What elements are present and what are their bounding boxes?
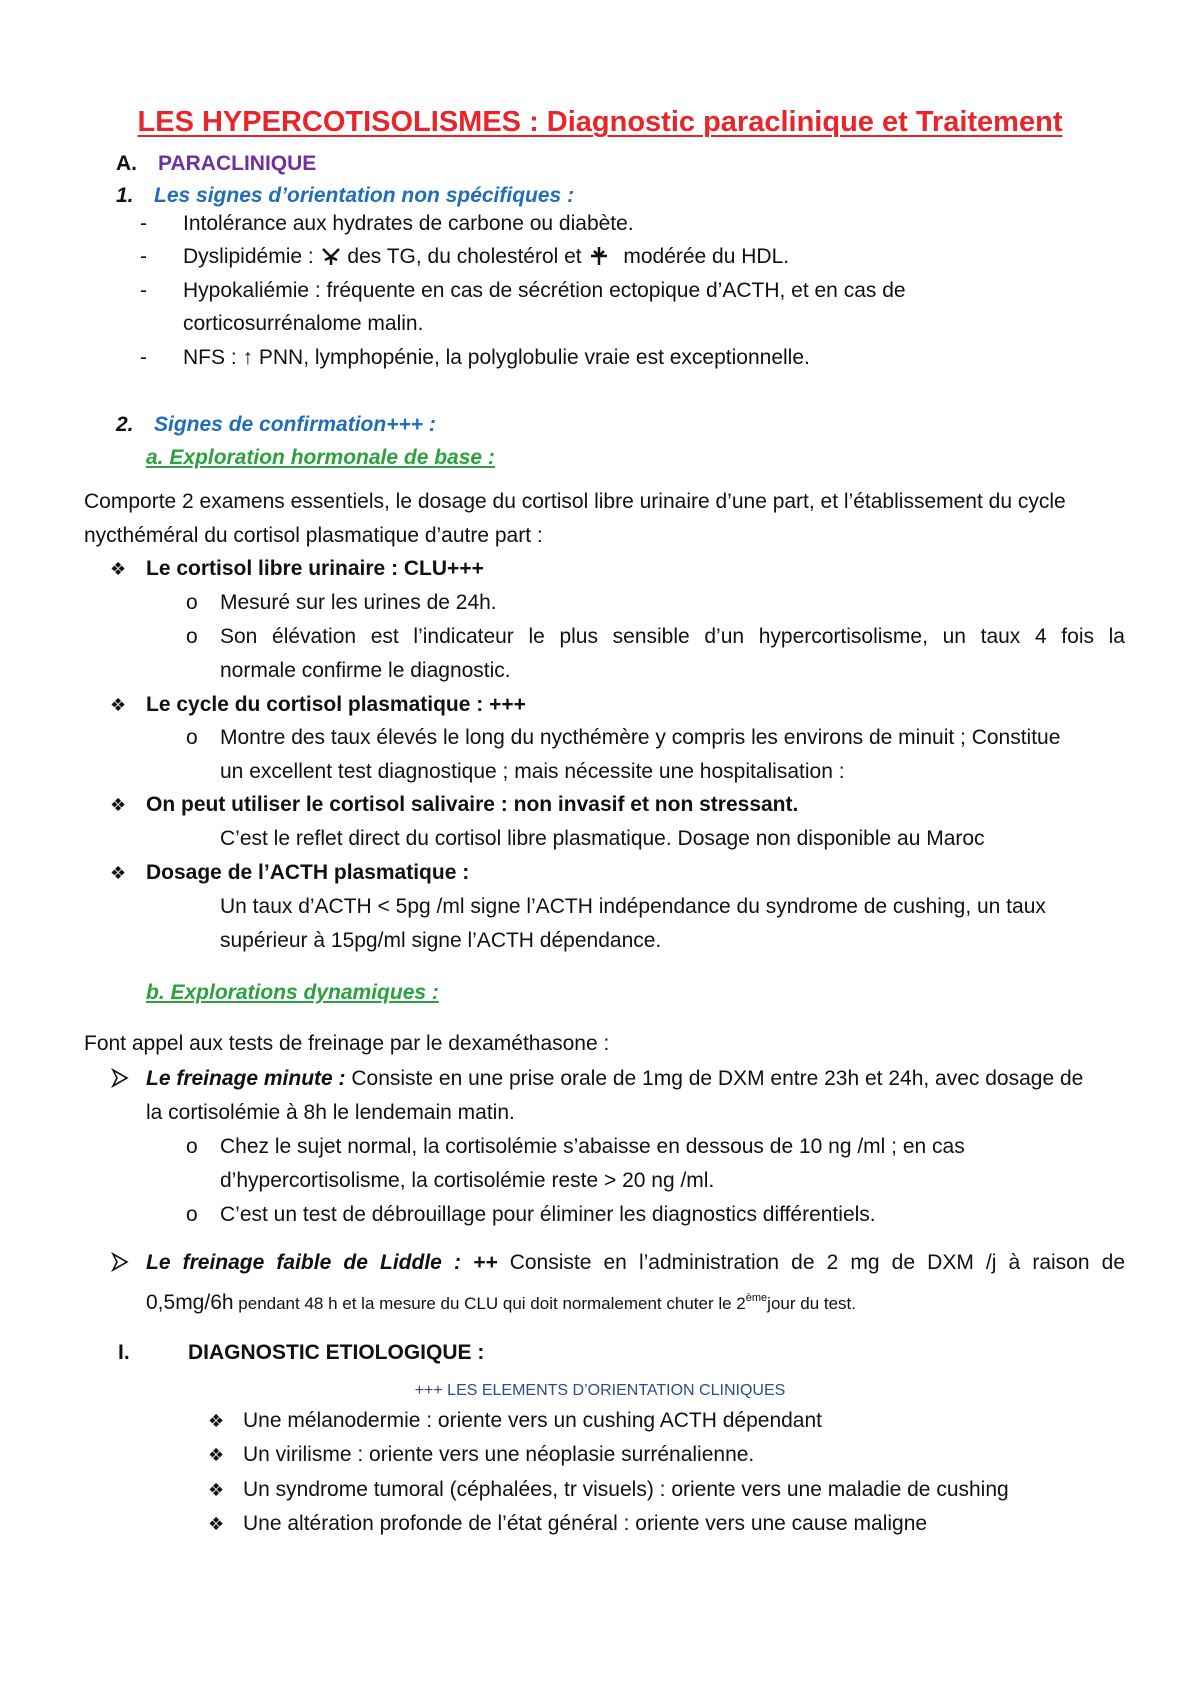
circle-bullet-icon: o [186,1135,198,1158]
etiology-item: Une mélanodermie : oriente vers un cushing ACTH dépendant [243,1409,822,1432]
circle-bullet-icon: o [186,1203,198,1226]
section-i-subheading: +++ LES ELEMENTS D’ORIENTATION CLINIQUES [414,1382,786,1399]
s2-heading: Signes de confirmation+++ : [154,413,436,436]
s1-item-text: modérée du HDL. [623,245,790,268]
up-arrow-icon: ↑ [242,346,254,369]
freinage-faible-continued: 0,5mg/6h pendant 48 h et la mesure du CLU qui doit normalement chuter le 2èmejour du test. [146,1291,856,1314]
diamond-bullet-icon: ❖ [208,1514,225,1534]
acth-heading: Dosage de l’ACTH plasmatique : [146,861,470,884]
diamond-bullet-icon: ❖ [208,1445,225,1465]
s1-number: 1. [116,184,134,207]
freinage-faible-item: Le freinage faible de Liddle : ++ Consiste en l’administration de 2 mg de DXM /j à raison de [146,1251,1125,1274]
dash-bullet: - [140,245,147,268]
section-a-heading: PARACLINIQUE [158,152,317,175]
diamond-bullet-icon: ❖ [110,695,127,715]
circle-bullet-icon: o [186,625,198,648]
diamond-bullet-icon: ❖ [110,559,127,579]
paragraph-line: Font appel aux tests de freinage par le dexaméthasone : [84,1032,610,1055]
freinage-minute-sub: Chez le sujet normal, la cortisolémie s’abaisse en dessous de 10 ng /ml ; en cas [220,1135,965,1158]
arrowhead-bullet-icon [110,1066,130,1092]
s1-item-text: des TG, du cholestérol et [347,245,582,268]
cycle-item-continued: un excellent test diagnostique ; mais nécessite une hospitalisation : [220,760,845,783]
s1-heading: Les signes d’orientation non spécifiques : [154,184,575,207]
dash-bullet: - [140,346,147,369]
section-a-number: A. [116,152,137,175]
etiology-item: Un virilisme : oriente vers une néoplasie surrénalienne. [243,1443,755,1466]
s1-item: NFS : ↑ PNN, lymphopénie, la polyglobulie vraie est exceptionnelle. [183,346,810,369]
freinage-minute-sub: C’est un test de débrouillage pour éliminer les diagnostics différentiels. [220,1203,876,1226]
s1-item: Hypokaliémie : fréquente en cas de sécrétion ectopique d’ACTH, et en cas de [183,279,906,302]
s1-item: Intolérance aux hydrates de carbone ou diabète. [183,212,634,235]
acth-text: Un taux d’ACTH < 5pg /ml signe l’ACTH indépendance du syndrome de cushing, un taux [220,895,1046,918]
s2-number: 2. [116,413,134,436]
etiology-item: Une altération profonde de l’état général : oriente vers une cause maligne [243,1512,928,1535]
saliva-heading: On peut utiliser le cortisol salivaire : non invasif et non stressant. [146,793,799,816]
section-i-number: I. [118,1341,130,1364]
acth-text-continued: supérieur à 15pg/ml signe l’ACTH dépendance. [220,929,662,952]
freinage-minute-continued: la cortisolémie à 8h le lendemain matin. [146,1101,515,1124]
cycle-heading: Le cycle du cortisol plasmatique : +++ [146,693,526,716]
freinage-minute-sub-continued: d’hypercortisolisme, la cortisolémie reste > 20 ng /ml. [220,1169,715,1192]
circle-bullet-icon: o [186,591,198,614]
diamond-bullet-icon: ❖ [208,1411,225,1431]
decrease-icon [588,245,616,268]
freinage-minute-item: Le freinage minute : Consiste en une prise orale de 1mg de DXM entre 23h et 24h, avec dosage de [146,1067,1084,1090]
clu-item-continued: normale confirme le diagnostic. [220,659,511,682]
s1-item [183,244,789,270]
dash-bullet: - [140,212,147,235]
section-i-heading: DIAGNOSTIC ETIOLOGIQUE : [188,1341,485,1364]
page-title: LES HYPERCOTISOLISMES : Diagnostic paraclinique et Traitement [137,106,1063,138]
circle-bullet-icon: o [186,726,198,749]
saliva-text: C’est le reflet direct du cortisol libre plasmatique. Dosage non disponible au Maroc [220,827,985,850]
increase-icon [320,245,348,268]
clu-item: Mesuré sur les urines de 24h. [220,591,497,614]
s1-item-text: Dyslipidémie : [183,245,314,268]
diamond-bullet-icon: ❖ [110,863,127,883]
s2-subheading-b: b. Explorations dynamiques : [146,981,439,1004]
dash-bullet: - [140,279,147,302]
s1-item-continued: corticosurrénalome malin. [183,312,424,335]
diamond-bullet-icon: ❖ [110,795,127,815]
clu-heading: Le cortisol libre urinaire : CLU+++ [146,557,484,580]
cycle-item: Montre des taux élevés le long du nycthémère y compris les environs de minuit ; Constitue [220,726,1061,749]
clu-item: Son élévation est l’indicateur le plus sensible d’un hypercortisolisme, un taux 4 fois la [220,625,1125,648]
arrowhead-bullet-icon [110,1250,130,1276]
etiology-item: Un syndrome tumoral (céphalées, tr visuels) : oriente vers une maladie de cushing [243,1478,1009,1501]
s2-subheading-a: a. Exploration hormonale de base : [146,446,495,469]
paragraph-line: nycthéméral du cortisol plasmatique d’autre part : [84,524,543,547]
paragraph-line: Comporte 2 examens essentiels, le dosage du cortisol libre urinaire d’une part, et l’établissement du cycle [84,490,1066,513]
diamond-bullet-icon: ❖ [208,1480,225,1500]
